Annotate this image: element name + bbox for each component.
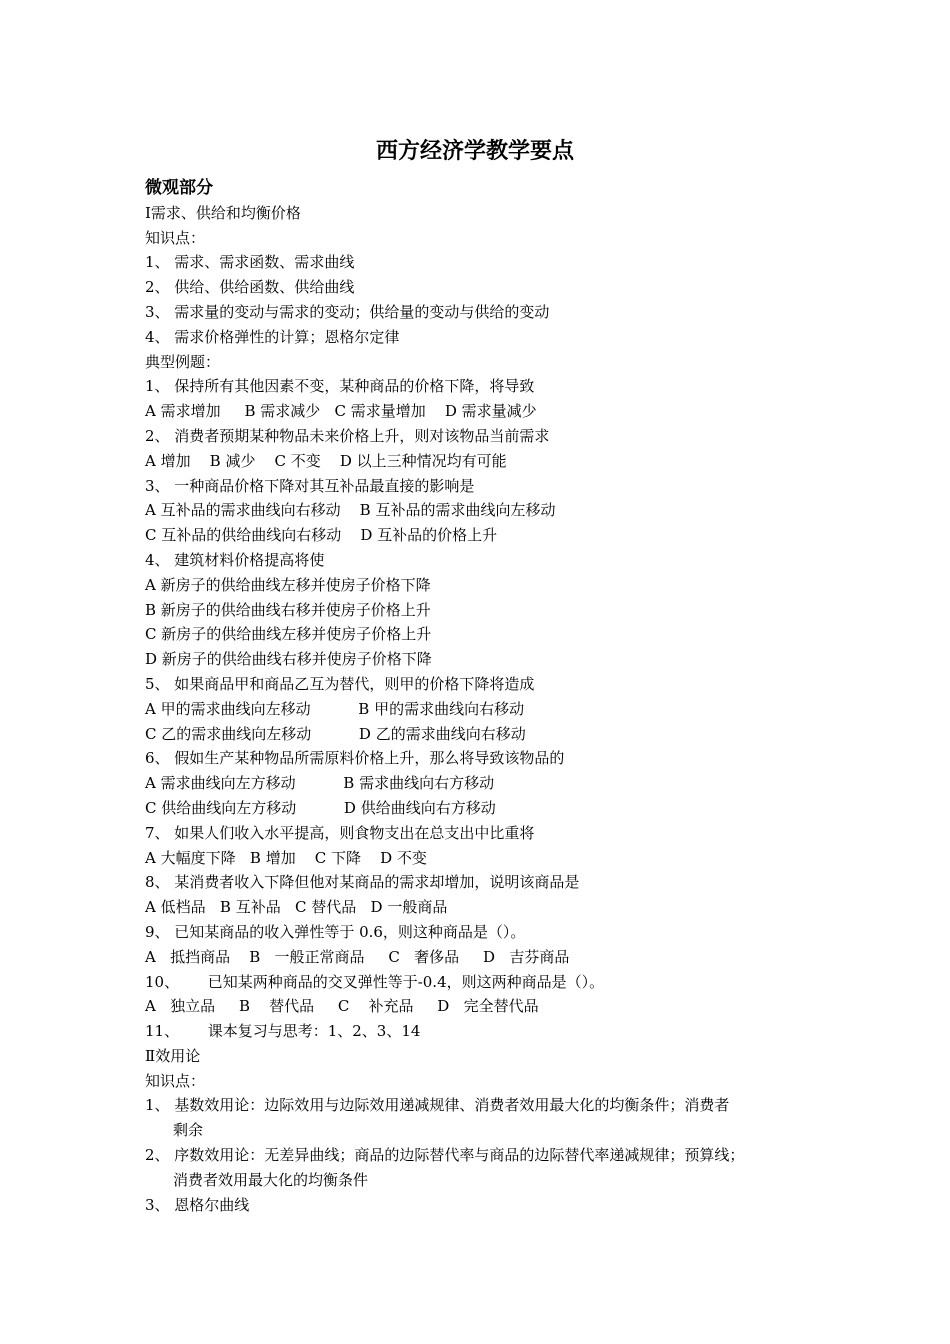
text-line: 11、 课本复习与思考：1、2、3、14: [145, 1022, 421, 1041]
text-line: Ⅰ需求、供给和均衡价格: [145, 203, 301, 222]
text-line: A 互补品的需求曲线向右移动 B 互补品的需求曲线向左移动: [145, 501, 556, 520]
text-line: A 需求增加 B 需求减少 C 需求量增加 D 需求量减少: [145, 402, 537, 421]
text-line: 1、 保持所有其他因素不变，某种商品的价格下降，将导致: [145, 377, 535, 396]
text-line: 7、 如果人们收入水平提高，则食物支出在总支出中比重将: [145, 823, 535, 842]
text-line: 4、 建筑材料价格提高将使: [145, 550, 325, 569]
text-line: 知识点：: [145, 228, 206, 247]
text-line: 5、 如果商品甲和商品乙互为替代，则甲的价格下降将造成: [145, 674, 535, 693]
text-line: 剩余: [173, 1121, 204, 1140]
text-line: 1、 基数效用论：边际效用与边际效用递减规律、消费者效用最大化的均衡条件；消费者: [145, 1096, 730, 1115]
text-line: 10、 已知某两种商品的交叉弹性等于-0.4，则这两种商品是（）。: [145, 972, 605, 991]
text-line: B 新房子的供给曲线右移并使房子价格上升: [145, 600, 431, 619]
text-line: 3、 一种商品价格下降对其互补品最直接的影响是: [145, 476, 475, 495]
text-line: A 低档品 B 互补品 C 替代品 D 一般商品: [145, 898, 448, 917]
text-line: 6、 假如生产某种物品所需原料价格上升，那么将导致该物品的: [145, 749, 565, 768]
document-body: [145, 176, 815, 1217]
text-line: 知识点：: [145, 1071, 206, 1090]
text-line: 1、 需求、需求函数、需求曲线: [145, 253, 355, 272]
text-line: A 增加 B 减少 C 不变 D 以上三种情况均有可能: [145, 451, 507, 470]
document-title: 西方经济学教学要点: [375, 138, 574, 164]
text-line: 8、 某消费者收入下降但他对某商品的需求却增加，说明该商品是: [145, 873, 580, 892]
text-line: C 乙的需求曲线向左移动 D 乙的需求曲线向右移动: [145, 724, 526, 743]
text-line: C 供给曲线向左方移动 D 供给曲线向右方移动: [145, 798, 496, 817]
text-line: 2、 消费者预期某种物品未来价格上升，则对该物品当前需求: [145, 426, 550, 445]
text-line: D 新房子的供给曲线右移并使房子价格下降: [145, 650, 432, 669]
text-line: 消费者效用最大化的均衡条件: [173, 1170, 369, 1189]
text-line: C 互补品的供给曲线向右移动 D 互补品的价格上升: [145, 526, 498, 545]
text-line: C 新房子的供给曲线左移并使房子价格上升: [145, 625, 432, 644]
text-line: A 新房子的供给曲线左移并使房子价格下降: [145, 575, 431, 594]
text-line: 9、 已知某商品的收入弹性等于 0.6，则这种商品是（）。: [145, 922, 526, 941]
text-line: 2、 序数效用论：无差异曲线；商品的边际替代率与商品的边际替代率递减规律；预算线；: [145, 1146, 745, 1165]
text-line: 3、 需求量的变动与需求的变动；供给量的变动与供给的变动: [145, 302, 550, 321]
text-line: A 抵挡商品 B 一般正常商品 C 奢侈品 D 吉芬商品: [145, 947, 570, 966]
text-line: A 需求曲线向左方移动 B 需求曲线向右方移动: [145, 774, 495, 793]
text-line: 4、 需求价格弹性的计算；恩格尔定律: [145, 327, 400, 346]
text-line: Ⅱ效用论: [145, 1046, 201, 1065]
text-line: 2、 供给、供给函数、供给曲线: [145, 278, 355, 297]
text-line: 3、 恩格尔曲线: [145, 1195, 250, 1214]
section-heading: 微观部分: [145, 178, 213, 198]
text-line: A 甲的需求曲线向左移动 B 甲的需求曲线向右移动: [145, 699, 525, 718]
text-line: 典型例题：: [145, 352, 221, 371]
text-line: A 独立品 B 替代品 C 补充品 D 完全替代品: [145, 997, 539, 1016]
text-line: A 大幅度下降 B 增加 C 下降 D 不变: [145, 848, 427, 867]
